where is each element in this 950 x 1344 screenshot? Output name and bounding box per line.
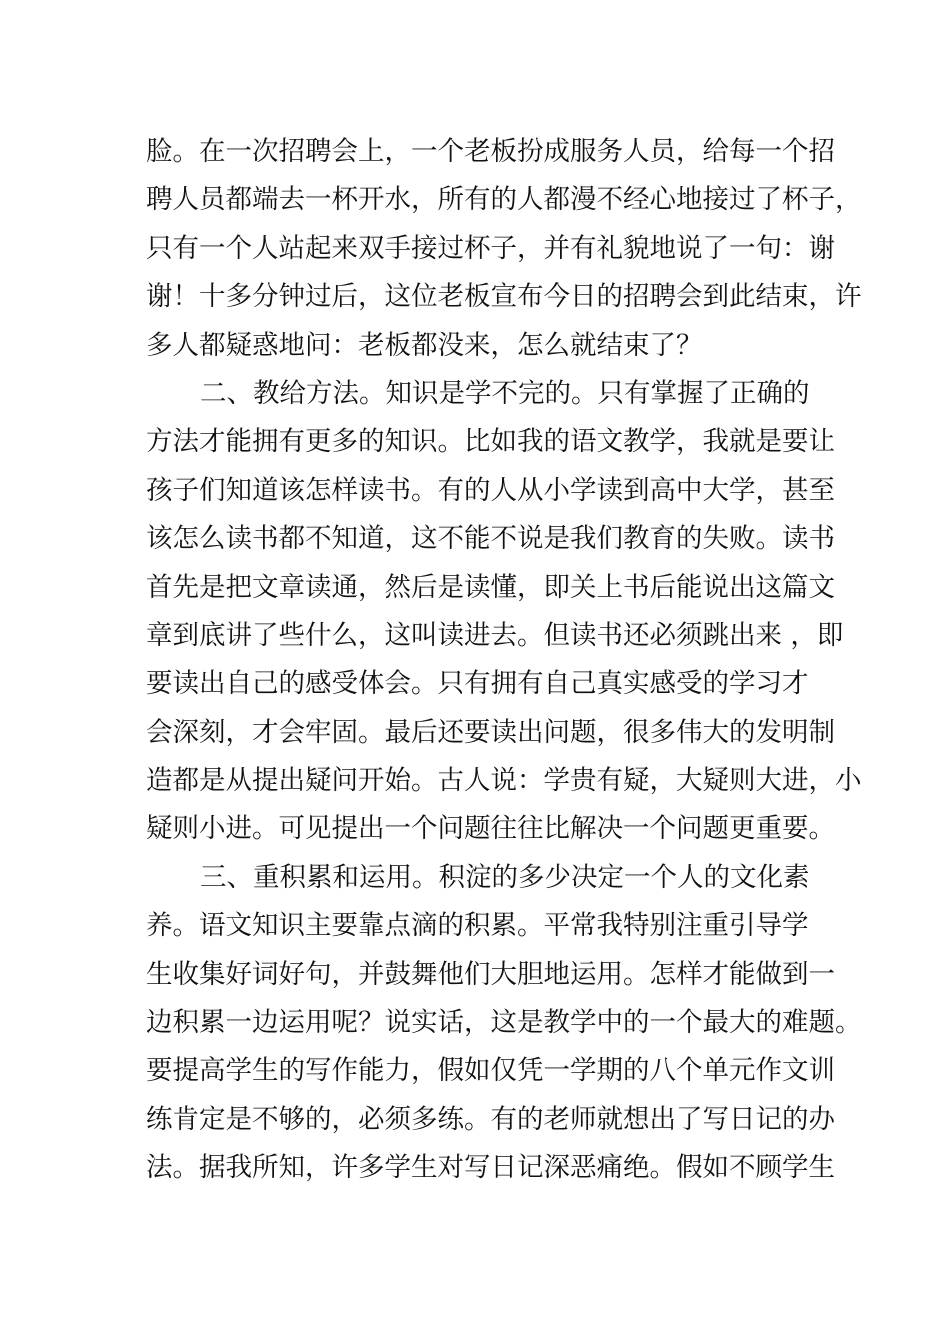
text-line: 要提高学生的写作能力，假如仅凭一学期的八个单元作文训 [146,1055,835,1087]
text-line: 谢！十多分钟过后，这位老板宣布今日的招聘会到此结束，许 [146,281,862,313]
text-line: 生收集好词好句，并鼓舞他们大胆地运用。怎样才能做到一 [146,958,835,990]
text-line: 该怎么读书都不知道，这不能不说是我们教育的失败。读书 [146,523,835,555]
text-line: 只有一个人站起来双手接过杯子，并有礼貌地说了一句：谢 [146,232,835,264]
text-line: 首先是把文章读通，然后是读懂，即关上书后能说出这篇文 [146,571,835,603]
text-line: 脸。在一次招聘会上，一个老板扮成服务人员，给每一个招 [146,136,835,167]
body-text [146,128,862,1193]
paragraph-start-line: 三、重积累和运用。积淀的多少决定一个人的文化素 [200,861,810,893]
text-line: 要读出自己的感受体会。只有拥有自己真实感受的学习才 [146,668,809,700]
text-line: 章到底讲了些什么，这叫读进去。但读书还必须跳出来 ，即 [146,619,844,651]
text-line: 练肯定是不够的，必须多练。有的老师就想出了写日记的办 [146,1103,835,1135]
text-line: 养。语文知识主要靠点滴的积累。平常我特别注重引导学 [146,910,809,942]
text-line: 造都是从提出疑问开始。古人说：学贵有疑，大疑则大进，小 [146,765,862,797]
text-line: 疑则小进。可见提出一个问题往往比解决一个问题更重要。 [146,813,835,845]
text-line: 孩子们知道该怎样读书。有的人从小学读到高中大学，甚至 [146,474,835,506]
text-line: 方法才能拥有更多的知识。比如我的语文教学，我就是要让 [146,426,835,458]
text-line: 多人都疑惑地问：老板都没来，怎么就结束了？ [146,329,703,361]
paragraph-start-line: 二、教给方法。知识是学不完的。只有掌握了正确的 [200,377,810,409]
text-line: 聘人员都端去一杯开水，所有的人都漫不经心地接过了杯子， [146,184,862,216]
text-line: 法。据我所知，许多学生对写日记深恶痛绝。假如不顾学生 [146,1152,835,1184]
text-line: 边积累一边运用呢？说实话，这是教学中的一个最大的难题。 [146,1007,862,1039]
text-line: 会深刻，才会牢固。最后还要读出问题，很多伟大的发明制 [146,716,835,748]
